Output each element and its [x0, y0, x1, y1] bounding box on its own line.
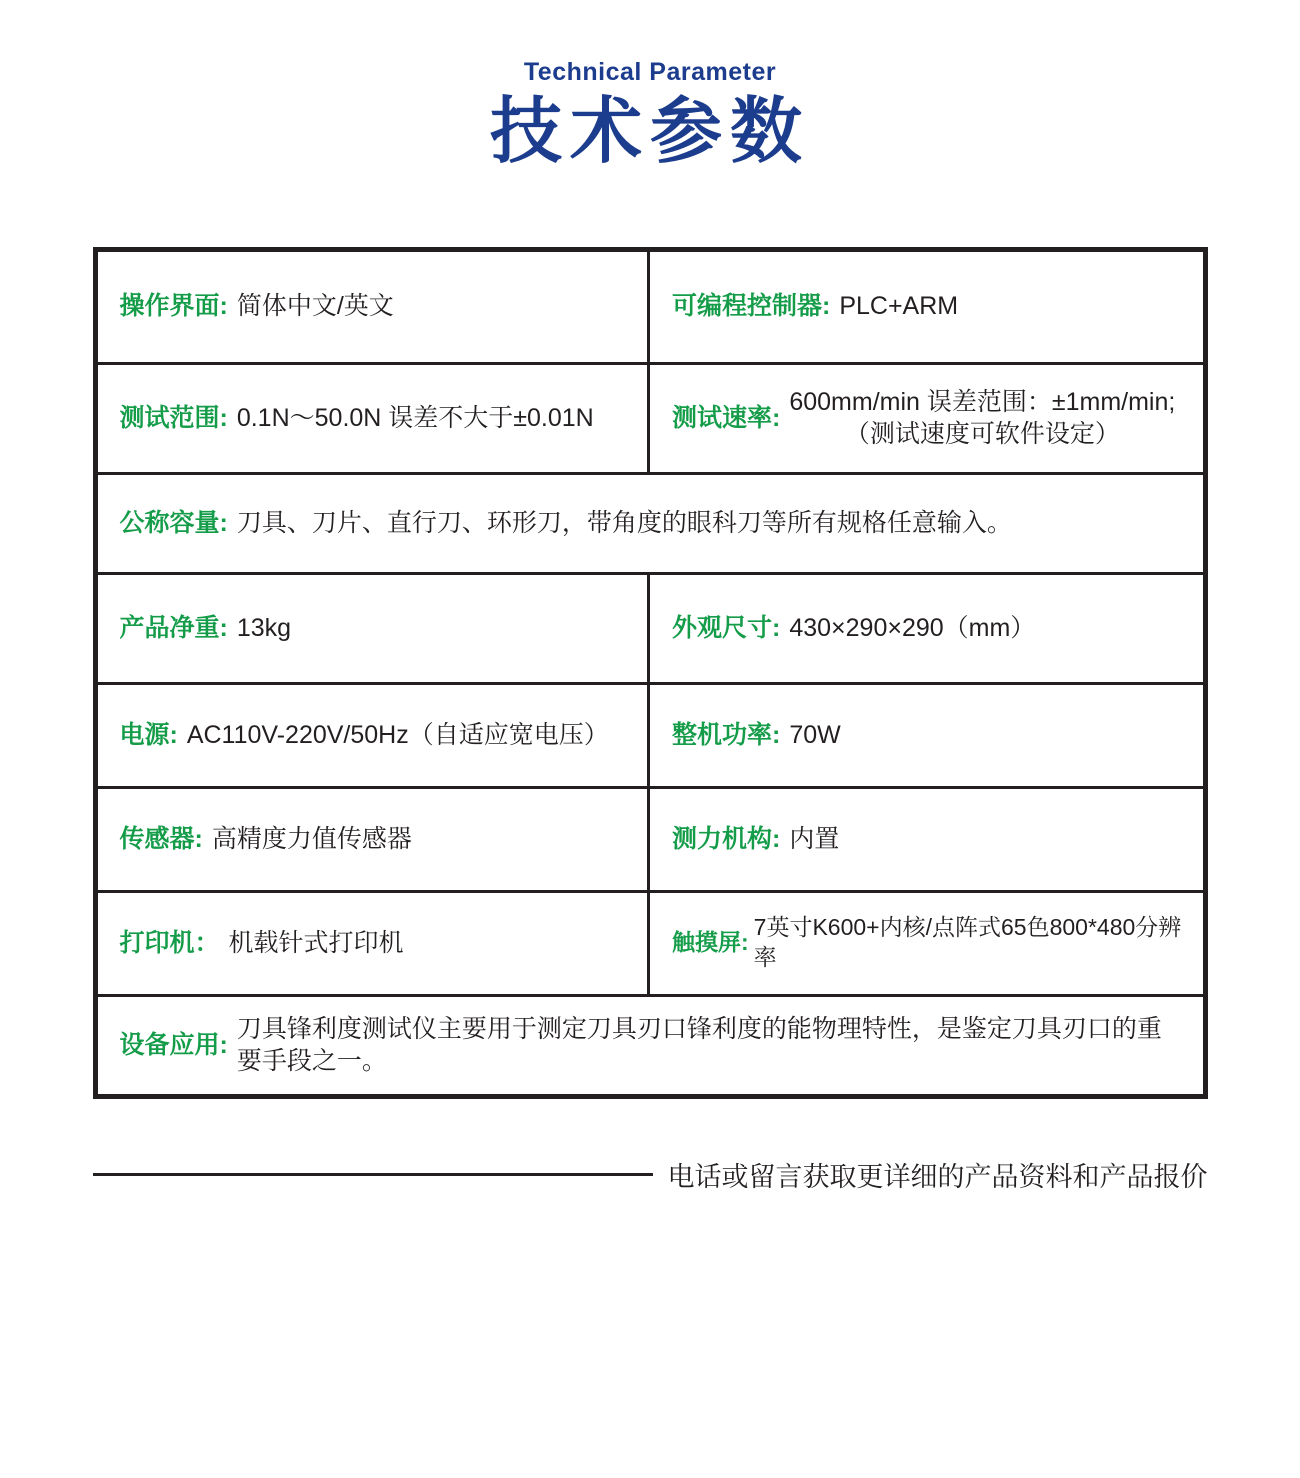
spec-cell-operation-interface	[98, 252, 651, 362]
spec-row-power	[98, 682, 1203, 786]
spec-label: 整机功率:	[672, 720, 781, 749]
spec-value: 刀具、刀片、直行刀、环形刀，带角度的眼科刀等所有规格任意输入。	[236, 508, 1012, 537]
spec-value: 内置	[789, 824, 840, 853]
spec-value: 7英寸K600+内核/点阵式65色800*480分辨率	[753, 914, 1182, 971]
spec-value	[789, 386, 1175, 451]
spec-value: 简体中文/英文	[236, 292, 394, 321]
spec-value: 430×290×290（mm）	[789, 613, 1036, 642]
spec-value: PLC+ARM	[839, 292, 959, 321]
spec-row-application	[98, 994, 1203, 1094]
spec-value-line2: （测试速度可软件设定）	[844, 420, 1120, 449]
spec-value: AC110V-220V/50Hz（自适应宽电压）	[186, 720, 609, 749]
spec-label: 测试速率:	[672, 403, 781, 432]
spec-cell-force-mechanism	[650, 789, 1203, 890]
spec-cell-application	[98, 997, 1203, 1094]
spec-row-nominal-capacity	[98, 472, 1203, 572]
spec-label: 触摸屏:	[672, 929, 749, 956]
spec-cell-dimensions	[650, 575, 1203, 682]
spec-label: 产品净重:	[119, 613, 228, 642]
spec-row-sensor	[98, 786, 1203, 890]
spec-value: 0.1N～50.0N 误差不大于±0.01N	[236, 403, 594, 432]
spec-cell-printer	[98, 893, 651, 994]
page-title: 技术参数	[489, 92, 810, 172]
spec-cell-net-weight	[98, 575, 651, 682]
spec-value: 13kg	[236, 613, 292, 642]
spec-cell-controller	[650, 252, 1203, 362]
spec-value: 高精度力值传感器	[211, 824, 412, 853]
spec-label: 外观尺寸:	[672, 613, 781, 642]
spec-label: 操作界面:	[119, 292, 228, 321]
spec-value: 70W	[789, 720, 841, 749]
spec-label: 测试范围:	[119, 403, 228, 432]
spec-label: 可编程控制器:	[672, 292, 831, 321]
spec-table	[93, 247, 1208, 1099]
spec-row-weight-size	[98, 572, 1203, 682]
spec-cell-power-supply	[98, 685, 651, 786]
footer-note: 电话或留言获取更详细的产品资料和产品报价	[667, 1161, 1208, 1192]
spec-label: 测力机构:	[672, 824, 781, 853]
spec-value-line1: 600mm/min 误差范围：±1mm/min;	[789, 387, 1176, 416]
spec-label: 设备应用:	[119, 1030, 228, 1059]
spec-label: 打印机：	[119, 928, 220, 957]
spec-row-test-range	[98, 362, 1203, 472]
spec-label: 传感器:	[119, 824, 203, 853]
spec-row-printer-screen	[98, 890, 1203, 994]
spec-value: 机载针式打印机	[228, 928, 404, 957]
spec-cell-nominal-capacity	[98, 475, 1203, 572]
spec-cell-touchscreen	[650, 893, 1203, 994]
spec-cell-sensor	[98, 789, 651, 890]
divider-line	[93, 1173, 653, 1176]
spec-value: 刀具锋利度测试仪主要用于测定刀具刃口锋利度的能物理特性，是鉴定刀具刃口的重要手段之一。	[236, 1014, 1162, 1076]
spec-row-interface	[98, 252, 1203, 362]
spec-label: 公称容量:	[119, 508, 228, 537]
spec-cell-test-range	[98, 365, 651, 472]
footer-note-row	[93, 1155, 1208, 1194]
subtitle-en: Technical Parameter	[523, 58, 777, 86]
spec-cell-total-power	[650, 685, 1203, 786]
spec-cell-test-speed	[650, 365, 1203, 472]
spec-label: 电源:	[119, 720, 178, 749]
